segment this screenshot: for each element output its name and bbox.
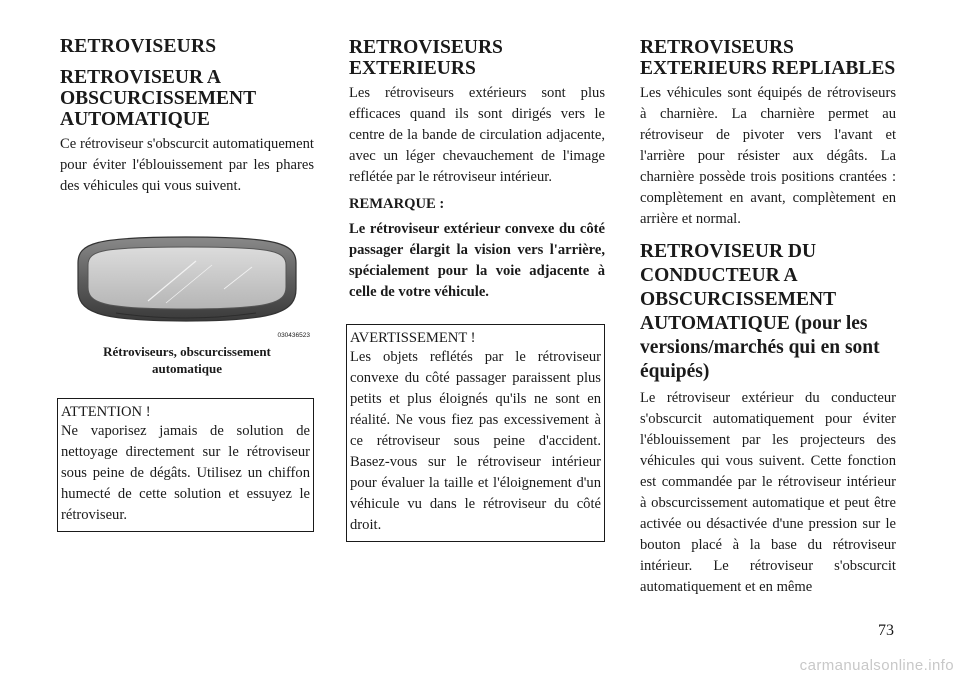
attention-body: Ne vaporisez jamais de solution de nettoyage directement sur le rétroviseur sous peine de dégâts. Utilisez un chiffon humecté de cette solution et essuyez le rétroviseur. — [61, 423, 310, 523]
warning-box — [346, 324, 605, 542]
figure-caption-line1: Rétroviseurs, obscurcissement — [103, 344, 271, 359]
column-left — [60, 36, 314, 532]
warning-title: AVERTISSEMENT ! — [350, 330, 476, 346]
section-title-driver-auto-dimming: RETROVISEUR DU CONDUCTEUR A OBSCURCISSEMENT AUTOMATIQUE (pour les versions/marchés qui en sont équipés) — [640, 241, 880, 382]
page-number: 73 — [878, 622, 894, 639]
exterior-mirrors-paragraph: Les rétroviseurs extérieurs sont plus efficaces quand ils sont dirigés vers le centre de la bande de circulation adjacente, avec un léger chevauchement de l'image reflétée par le rétroviseur intérieur. — [349, 85, 605, 185]
note-body: Le rétroviseur extérieur convexe du côté passager élargit la vision vers l'arrière, spécialement pour la voie adjacente à celle de votre véhicule. — [349, 221, 605, 300]
attention-box — [57, 398, 314, 532]
page-title: RETROVISEURS — [60, 36, 217, 57]
column-right — [640, 36, 896, 598]
folding-mirrors-paragraph: Les véhicules sont équipés de rétroviseurs à charnière. La charnière permet au rétroviseur de pivoter vers l'avant et l'arrière pour résister aux dégâts. La charnière possède trois positions crantées : complètement en avant, complètement en arrière et normal. — [640, 85, 896, 227]
figure-code: 030436523 — [277, 332, 310, 339]
rearview-mirror-figure — [56, 223, 316, 341]
section-title-folding-mirrors: RETROVISEURS EXTERIEURS REPLIABLES — [640, 37, 896, 79]
column-middle — [349, 36, 605, 542]
watermark: carmanualsonline.info — [799, 657, 954, 674]
auto-dimming-paragraph: Ce rétroviseur s'obscurcit automatiquement pour éviter l'éblouissement par les phares des véhicules qui vous suivent. — [60, 136, 314, 194]
rearview-mirror-illustration — [56, 223, 316, 341]
warning-body: Les objets reflétés par le rétroviseur convexe du côté passager paraissent plus petits et plus éloignés qu'ils ne sont en réalité. Ne vous fiez pas excessivement à ce rétroviseur sous peine d'accident. Basez-vous sur le rétroviseur intérieur pour évaluer la taille et l'éloignement d'un véhicule vu dans le rétroviseur du côté droit. — [350, 349, 601, 533]
section-title-exterior-mirrors: RETROVISEURS EXTERIEURS — [349, 37, 503, 79]
section-title-auto-dimming-mirror: RETROVISEUR A OBSCURCISSEMENT AUTOMATIQUE — [60, 67, 256, 130]
figure-caption-line2: automatique — [151, 361, 223, 376]
driver-auto-dimming-paragraph: Le rétroviseur extérieur du conducteur s'obscurcit automatiquement pour éviter l'éblouissement par les projecteurs des véhicules qui vous suivent. Cette fonction est commandée par le rétroviseur intérieur à obscurcissement automatique et peut être activée ou désactivée d'une pression sur le bouton placé à la base du rétroviseur intérieur. Le rétroviseur s'obscurcit automatiquement et en même — [640, 390, 896, 595]
attention-title: ATTENTION ! — [61, 404, 151, 420]
note-label: REMARQUE : — [349, 196, 445, 212]
figure-caption — [60, 343, 314, 377]
